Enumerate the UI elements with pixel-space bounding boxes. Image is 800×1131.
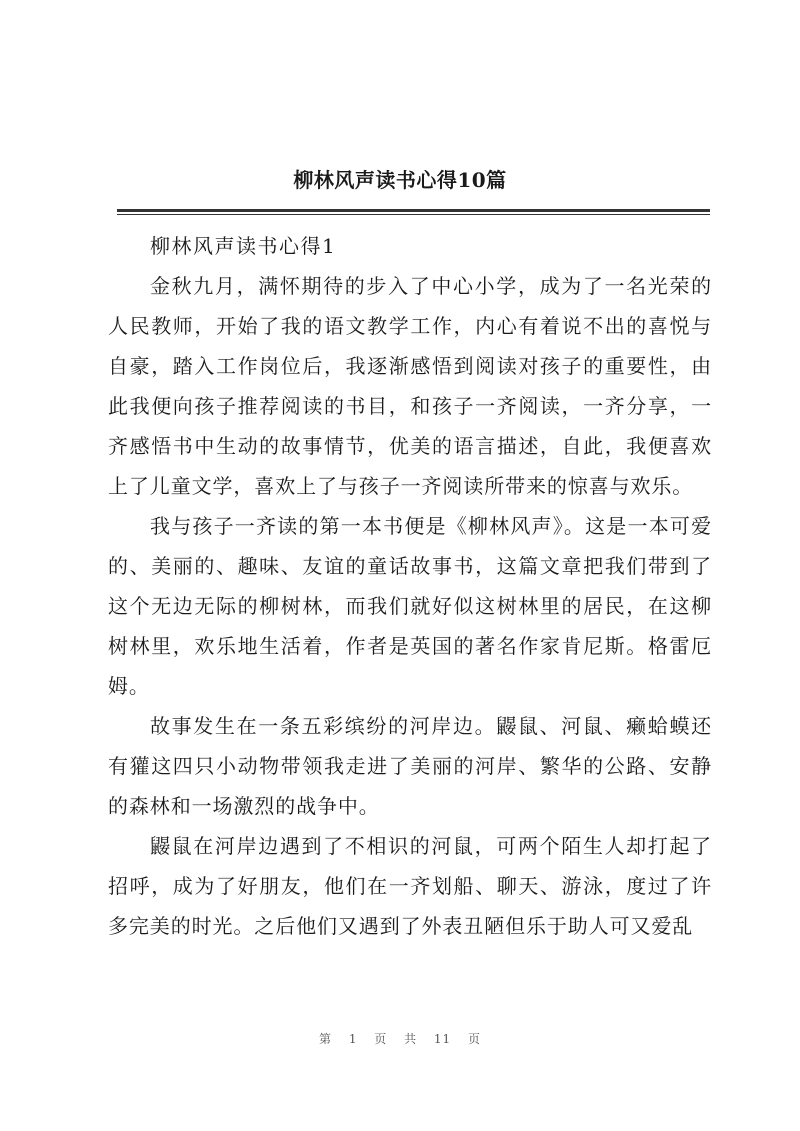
paragraph-2: 我与孩子一齐读的第一本书便是《柳林风声》。这是一本可爱的、美丽的、趣味、友谊的童话故事书，这篇文章把我们带到了这个无边无际的柳树林，而我们就好似这树林里的居民，在这柳树林里，欢乐地生活着，作者是英国的著名作家肯尼斯。格雷厄姆。 <box>108 514 712 698</box>
title-divider-thin <box>117 214 710 215</box>
paragraph-1: 金秋九月，满怀期待的步入了中心小学，成为了一名光荣的人民教师，开始了我的语文教学工作，内心有着说不出的喜悦与自豪，踏入工作岗位后，我逐渐感悟到阅读对孩子的重要性，由此我便向孩子推荐阅读的书目，和孩子一齐阅读，一齐分享，一齐感悟书中生动的故事情节，优美的语言描述，自此，我便喜欢上了儿童文学，喜欢上了与孩子一齐阅读所带来的惊喜与欢乐。 <box>108 274 712 498</box>
title-divider <box>117 209 710 212</box>
page-title: 柳林风声读书心得10篇 <box>293 168 507 192</box>
paragraph-3: 故事发生在一条五彩缤纷的河岸边。鼹鼠、河鼠、癞蛤蟆还有獾这四只小动物带领我走进了美丽的河岸、繁华的公路、安静的森林和一场激烈的战争中。 <box>108 714 712 818</box>
page-footer: 第 1 页 共 11 页 <box>319 1032 481 1046</box>
section-heading: 柳林风声读书心得1 <box>150 234 337 258</box>
paragraph-4: 鼹鼠在河岸边遇到了不相识的河鼠，可两个陌生人却打起了招呼，成为了好朋友，他们在一齐划船、聊天、游泳，度过了许多完美的时光。之后他们又遇到了外表丑陋但乐于助人可又爱乱 <box>108 834 712 938</box>
document-body <box>108 226 712 946</box>
